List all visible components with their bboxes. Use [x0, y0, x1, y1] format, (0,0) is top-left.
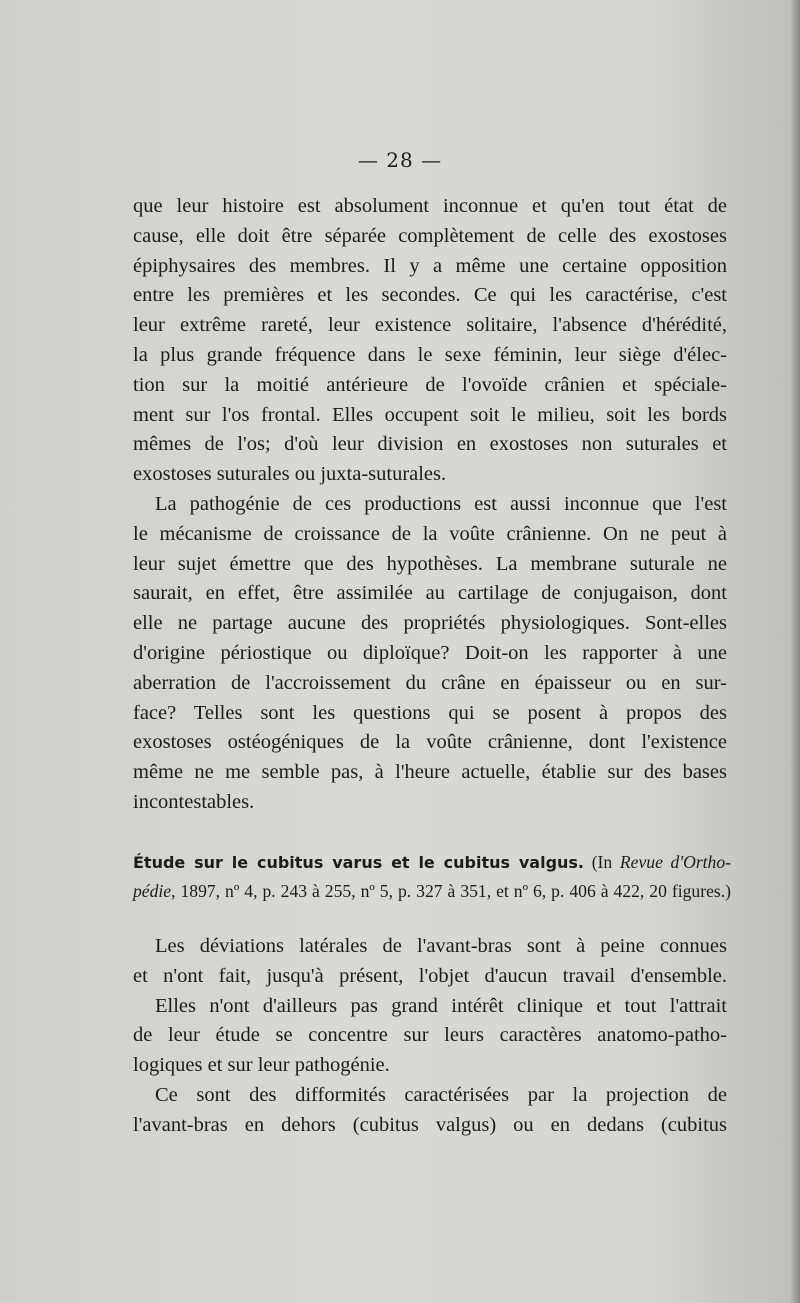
text-line: La pathogénie de ces productions est aussi inconnue que l'est: [155, 492, 727, 515]
text-line: même ne me semble pas, à l'heure actuelle, établie sur des bases: [133, 761, 727, 784]
text-line: d'origine périostique ou diploïque? Doit-on les rapporter à une: [133, 641, 727, 664]
text-line: leur extrême rareté, leur existence solitaire, l'absence d'hérédité,: [133, 314, 727, 337]
paragraph-1: [133, 192, 727, 490]
text-line: la plus grande fréquence dans le sexe féminin, leur siège d'élec-: [133, 343, 727, 366]
text-line: exostoses suturales ou juxta-suturales.: [133, 463, 447, 486]
heading-line-2: [133, 877, 731, 905]
publication-heading: [133, 848, 731, 905]
page-edge-shadow: [790, 0, 800, 1303]
heading-journal-cont: pédie: [133, 881, 172, 901]
paragraph-4: [133, 1081, 727, 1141]
text-line: incontestables.: [133, 790, 255, 813]
text-line: ment sur l'os frontal. Elles occupent soit le milieu, soit les bords: [133, 403, 727, 426]
paragraph-3: [133, 932, 727, 1081]
text-line: que leur histoire est absolument inconnue et qu'en tout état de: [133, 195, 727, 217]
heading-line-1: [133, 848, 731, 877]
text-line: exostoses ostéogéniques de la voûte crânienne, dont l'existence: [133, 731, 727, 754]
text-line: Ce sont des difformités caractérisées par la projection de: [155, 1083, 727, 1106]
text-line: le mécanisme de croissance de la voûte crânienne. On ne peut à: [133, 522, 727, 545]
heading-title: Étude sur le cubitus varus et le cubitus valgus.: [133, 853, 585, 872]
text-line: saurait, en effet, être assimilée au cartilage de conjugaison, dont: [133, 582, 727, 605]
text-line: aberration de l'accroissement du crâne en épaisseur ou en sur-: [133, 671, 727, 694]
text-line: et n'ont fait, jusqu'à présent, l'objet d'aucun travail d'ensemble.: [133, 964, 727, 987]
heading-open: (In: [584, 852, 620, 872]
text-line: leur sujet émettre que des hypothèses. La membrane suturale ne: [133, 552, 727, 575]
text-line: mêmes de l'os; d'où leur division en exostoses non suturales et: [133, 433, 727, 456]
text-line: Elles n'ont d'ailleurs pas grand intérêt clinique et tout l'attrait: [155, 994, 727, 1017]
text-line: Les déviations latérales de l'avant-bras sont à peine connues: [155, 935, 727, 957]
section-1-text: [133, 192, 727, 818]
text-line: logiques et sur leur pathogénie.: [133, 1054, 390, 1077]
text-line: elle ne partage aucune des propriétés physiologiques. Sont-elles: [133, 612, 727, 635]
text-line: tion sur la moitié antérieure de l'ovoïde crânien et spéciale-: [133, 373, 727, 396]
text-line: cause, elle doit être séparée complètement de celle des exostoses: [133, 224, 727, 247]
text-line: de leur étude se concentre sur leurs caractères anatomo-patho-: [133, 1024, 727, 1047]
text-line: entre les premières et les secondes. Ce qui les caractérise, c'est: [133, 284, 727, 307]
heading-citation: , 1897, nº 4, p. 243 à 255, nº 5, p. 327 à 351, et nº 6, p. 406 à 422, 20 figures.): [171, 881, 731, 901]
page-number: — 28 —: [357, 148, 443, 172]
text-line: épiphysaires des membres. Il y a même une certaine opposition: [133, 254, 727, 277]
text-line: l'avant-bras en dehors (cubitus valgus) ou en dedans (cubitus: [133, 1113, 727, 1136]
section-2-text: [133, 932, 727, 1141]
paragraph-2: [133, 490, 727, 818]
text-line: face? Telles sont les questions qui se posent à propos des: [133, 701, 727, 724]
heading-journal: Revue d'Ortho-: [619, 852, 732, 872]
